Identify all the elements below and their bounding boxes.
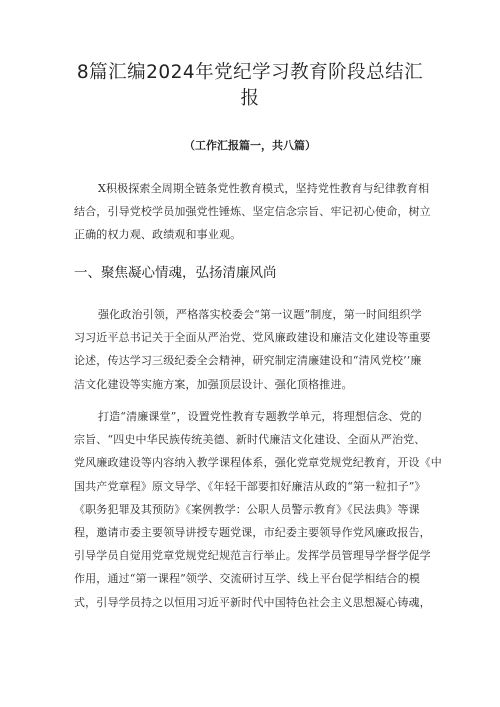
title-line-2: 报 [240,88,260,109]
section-heading: 一、聚焦凝心情魂，弘扬清廉风尚 [74,265,277,281]
paragraph-line: 打造“清廉课堂”，设置党性教育专题教学单元，将理想信念、党的 [98,410,422,423]
paragraph-line: 论述，传达学习三级纪委全会精神，研究制定清廉建设和“清风党校’’廉 [74,354,422,368]
intro-paragraph [74,177,434,247]
title-line-1: 8篇汇编2024年党纪学习教育阶段总结汇 [76,62,424,83]
intro-line: 正确的权力观、政绩观和事业观。 [74,228,242,242]
paragraph-line: 党风廉政建设等内容纳入教学课程体系，强化党章党规党纪教育，开设《中 [74,456,442,470]
paragraph-line: 《职务犯罪及其预防》《案例教学：公职人员警示教育》《民法典》等课 [74,502,420,516]
paragraph-2 [74,405,442,614]
paragraph-line: 引导学员自觉用党章党规党纪规范言行举止。发挥学员管理导学督学促学 [74,549,431,563]
paragraph-line: 作用，通过“第一课程”领学、交流研讨互学、线上平台促学相结合的模 [74,572,421,586]
paragraph-line: 程，邀请市委主要领导讲授专题党课，市纪委主要领导作党风廉政报告， [74,526,431,540]
paragraph-line: 宗旨、“四史中华民族传统美德、新时代廉洁文化建设、全面从严治党、 [74,433,426,447]
intro-line: X积极探索全周期全链条党性教育模式，坚持党性教育与纪律教育相 [98,182,430,195]
paragraph-line: 强化政治引领，严格落实校委会“第一议题”制度，第一时间组织学 [98,308,422,321]
paragraph-line: 国共产党章程》原文导学、《年轻干部要扣好廉洁从政的“第一粒扣子”》 [74,479,426,493]
paragraph-line: 习习近平总书记关于全面从严治党、党风廉政建设和廉洁文化建设等重要 [74,331,431,345]
intro-line: 结合，引导党校学员加强党性锤炼、坚定信念宗旨、牢记初心使命，树立 [74,205,431,219]
document-title [70,60,430,112]
paragraph-line: 洁文化建设等实施方案，加强顶层设计、强化顶格推进。 [74,377,353,391]
paragraph-1 [74,303,434,396]
document-subtitle: （工作汇报篇一，共八篇） [184,139,316,152]
paragraph-line: 式，引导学员持之以恒用习近平新时代中国特色社会主义思想凝心铸魂， [74,595,431,609]
